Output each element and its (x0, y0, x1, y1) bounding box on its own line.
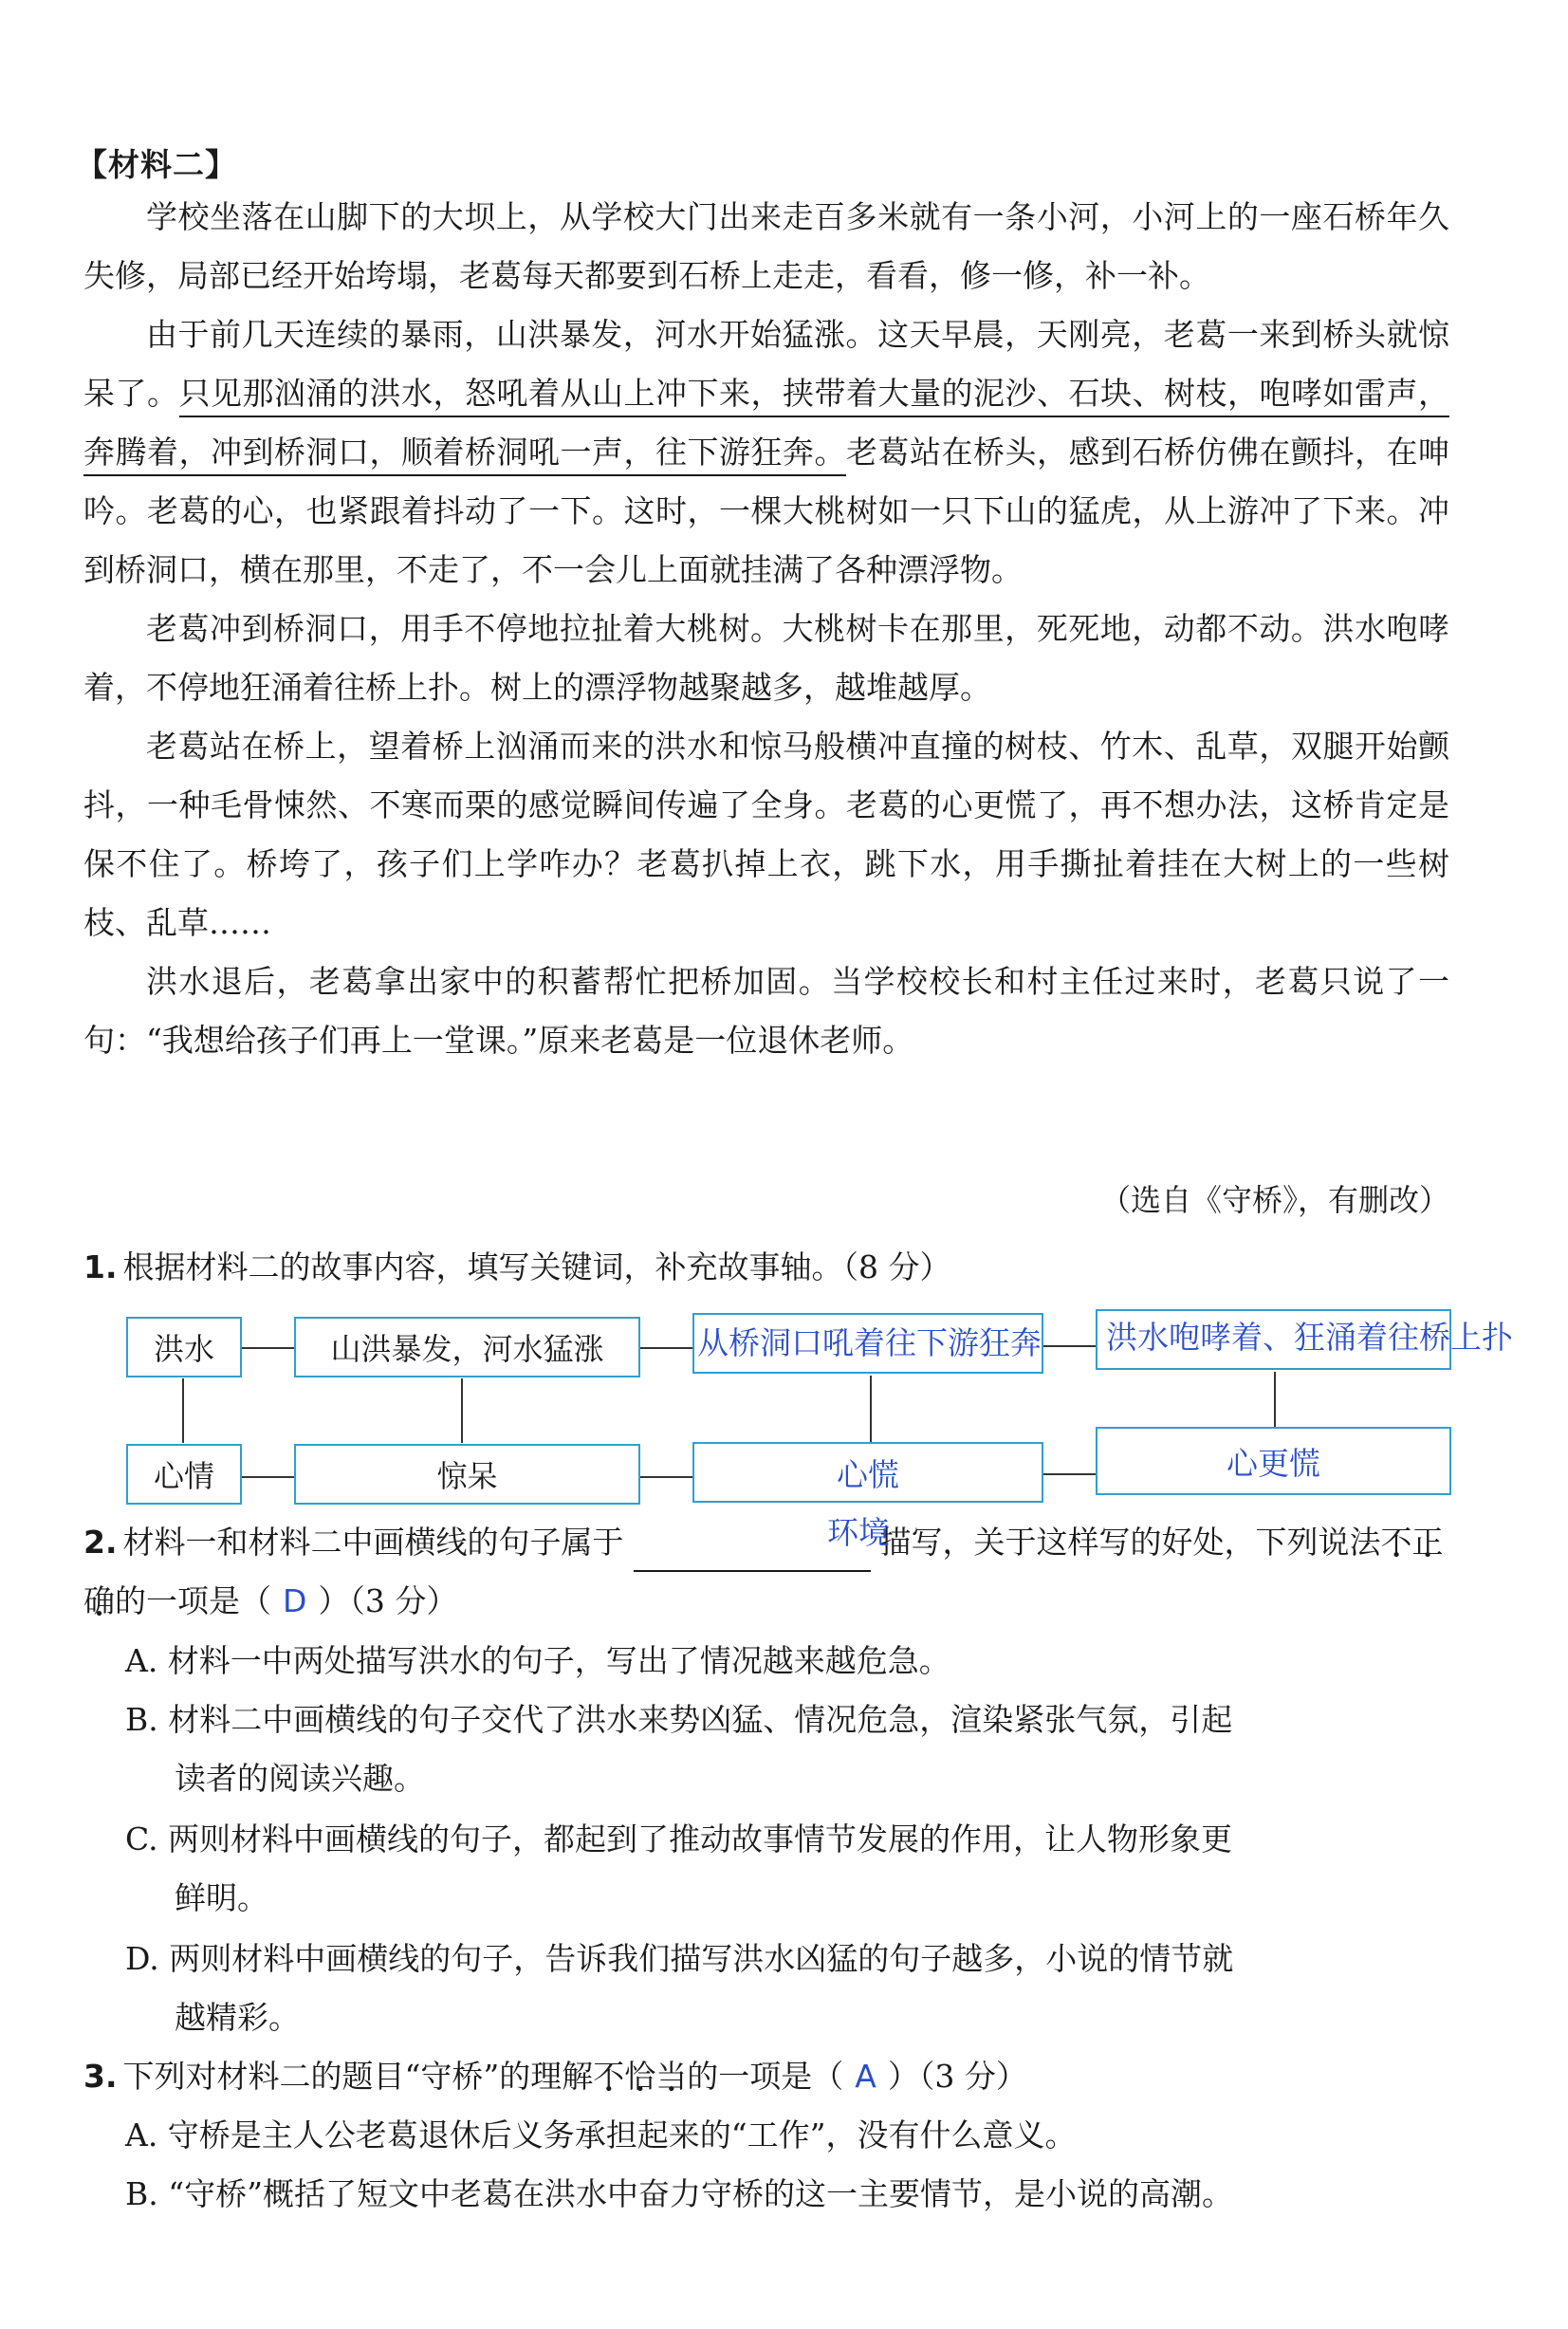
emphasis-char: 不 (593, 2058, 625, 2095)
option-c (125, 1810, 1453, 1928)
option-a: A. 材料一中两处描写洪水的句子，写出了情况越来越危急。 (125, 1642, 950, 1679)
option-a: A. 守桥是主人公老葛退休后义务承担起来的“工作”，没有什么意义。 (125, 2116, 1077, 2153)
question-text: 根据材料二的故事内容，填写关键词，补充故事轴。（8 分） (122, 1248, 951, 1285)
connector-line (182, 1378, 184, 1443)
option-text: 越精彩。 (175, 1999, 300, 2036)
handwritten-answer: 洪水咆哮着、狂涌着往桥上扑 (1106, 1319, 1513, 1356)
handwritten-answer: 心更慌 (1227, 1444, 1320, 1482)
choice-answer: D (283, 1582, 307, 1619)
emphasis-char: 当 (655, 2058, 688, 2095)
connector-line (640, 1476, 692, 1478)
passage-paragraph-2 (83, 305, 1449, 600)
question-text: 描写，关于这样写的好处，下列说法 (879, 1524, 1381, 1561)
passage-text: 老葛站在桥头，感到石桥仿佛在颤抖，在呻吟。老葛的心，也紧跟着抖动了一下。这时，一棵大桃树如一只下山的猛虎，从上游冲了下来。冲到桥洞口，横在那里，不走了，不一会儿上面就挂满了各种漂浮物。 (83, 434, 1449, 588)
axis-box-mood-2[interactable] (692, 1442, 1043, 1503)
passage (83, 188, 1449, 1070)
passage-paragraph-4: 老葛站在桥上，望着桥上汹涌而来的洪水和惊马般横冲直撞的树枝、竹木、乱草，双腿开始颤抖，一种毛骨悚然、不寒而栗的感觉瞬间传遍了全身。老葛的心更慌了，再不想办法，这桥肯定是保不住了。桥垮了，孩子们上学咋办？老葛扒掉上衣，跳下水，用手撕扯着挂在大树上的一些树枝、乱草…… (83, 728, 1449, 941)
passage-paragraph-3: 老葛冲到桥洞口，用手不停地拉扯着大桃树。大桃树卡在那里，死死地，动都不动。洪水咆哮着，不停地狂涌着往桥上扑。树上的漂浮物越聚越多，越堆越厚。 (83, 610, 1449, 706)
handwritten-answer: 环境 (827, 1514, 890, 1551)
underlined-sentence: 只见那汹涌的洪水，怒吼着从山上冲下来，挟带着大量的泥沙、石块、树枝，咆哮如雷声，奔腾着，冲到桥洞口，顺着桥洞吼一声，往下游狂奔。 (83, 375, 1449, 476)
question-3 (83, 2047, 1468, 2106)
option-text: B. 材料二中画横线的句子交代了洪水来势凶猛、情况危急，渲染紧张气氛，引起 (125, 1701, 1233, 1738)
axis-box-flood-1: 山洪暴发，河水猛涨 (294, 1317, 640, 1377)
connector-line (242, 1476, 294, 1478)
question-text: 材料一和材料二中画横线的句子属于 (122, 1524, 624, 1561)
option-b: B. “守桥”概括了短文中老葛在洪水中奋力守桥的这一主要情节，是小说的高潮。 (125, 2175, 1233, 2212)
emphasis-char: 确 (83, 1582, 115, 1619)
option-text: C. 两则材料中画横线的句子，都起到了推动故事情节发展的作用，让人物形象更 (125, 1821, 1233, 1858)
option-text: D. 两则材料中画横线的句子，告诉我们描写洪水凶猛的句子越多，小说的情节就 (125, 1940, 1234, 1977)
question-number: 3. (83, 2058, 118, 2095)
passage-paragraph-1: 学校坐落在山脚下的大坝上，从学校大门出来走百多米就有一条小河，小河上的一座石桥年久失修，局部已经开始垮塌，老葛每天都要到石桥上走走，看看，修一修，补一补。 (83, 198, 1449, 294)
option-text: 鲜明。 (175, 1879, 268, 1916)
question-1 (83, 1238, 951, 1297)
connector-line (870, 1376, 872, 1442)
question-number: 1. (83, 1248, 118, 1285)
emphasis-char: 正 (1411, 1524, 1444, 1561)
emphasis-char: 不 (1380, 1524, 1412, 1561)
axis-box-mood-3[interactable] (1096, 1427, 1451, 1495)
passage-text: 由于前几天连续的暴雨，山洪暴发，河水开始猛涨。这天早晨，天刚亮，老葛一来到桥头就惊呆了。 (83, 316, 1449, 412)
source-citation: （选自《守桥》，有删改） (1099, 1182, 1449, 1218)
axis-label-mood: 心情 (126, 1444, 242, 1505)
option-b (125, 1691, 1453, 1808)
connector-line (1043, 1345, 1096, 1347)
connector-line (461, 1378, 463, 1443)
handwritten-answer: 心慌 (837, 1455, 899, 1493)
connector-line (1043, 1473, 1096, 1475)
choice-answer: A (855, 2058, 876, 2095)
connector-line (640, 1347, 692, 1349)
handwritten-answer: 从桥洞口吼着往下游狂奔 (697, 1324, 1042, 1361)
option-text: 读者的阅读兴趣。 (175, 1760, 425, 1797)
question-number: 2. (83, 1524, 118, 1561)
option-d (125, 1930, 1453, 2047)
axis-label-flood: 洪水 (126, 1317, 242, 1377)
question-text: 下列对材料二的题目“守桥”的理解 (122, 2058, 594, 2095)
question-text: ）（3 分） (887, 2058, 1027, 2095)
question-text: 的一项是（ (115, 1582, 271, 1619)
question-2 (83, 1513, 1468, 1631)
question-text: ）（3 分） (318, 1582, 458, 1619)
question-text: 的一项是（ (687, 2058, 844, 2095)
material-heading: 【材料二】 (76, 146, 237, 183)
connector-line (242, 1347, 294, 1349)
emphasis-char: 恰 (624, 2058, 656, 2095)
passage-paragraph-5: 洪水退后，老葛拿出家中的积蓄帮忙把桥加固。当学校校长和村主任过来时，老葛只说了一句：“我想给孩子们再上一堂课。”原来老葛是一位退休老师。 (83, 963, 1449, 1059)
axis-box-mood-1: 惊呆 (294, 1444, 640, 1505)
